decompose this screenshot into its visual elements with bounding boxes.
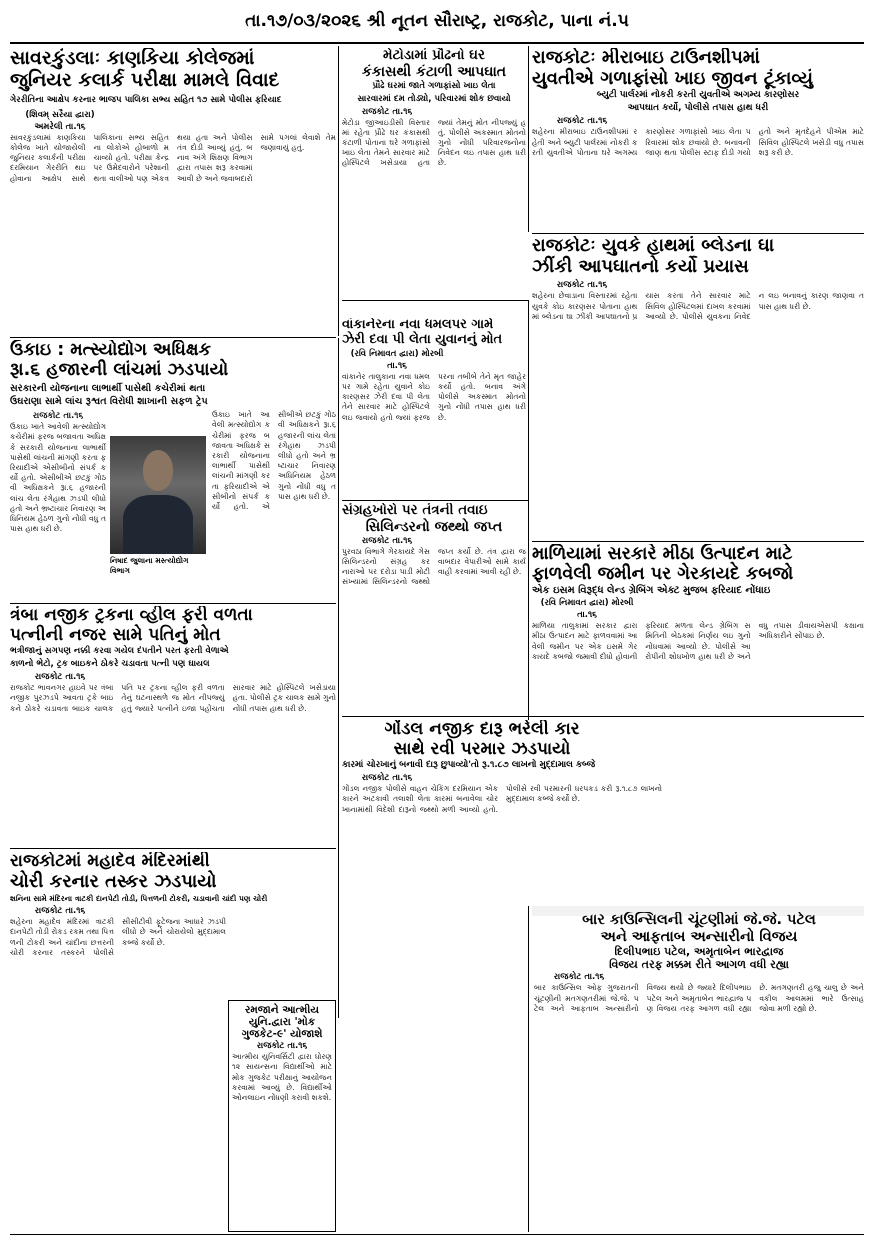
section-rule (532, 233, 864, 234)
headline: ઉકાઇ : મત્સ્યોદ્યોગ અધિક્ષક (10, 340, 211, 360)
dateline: રાજકોટ તા.૧૬ (256, 1041, 308, 1052)
article-blade (532, 236, 864, 536)
dateline: રાજકોટ તા.૧૬ (32, 411, 84, 422)
article-tramba (10, 606, 336, 846)
article-body-continued: ઉકાઇ ખાતે આવેલી મત્સ્યોદ્યોગ કચેરીમાં ફરજ બજાવતા અધિક્ષકે સરકારી યોજનાના લાભાર્થી પાસેથી લાંચની માંગણી કરતા ફરિયાદીએ એસીબીનો સંપર્ક કર્યો હતો. એસીબીએ છટકું ગોઠવી અધિક્ષકને રૂા.૬ હજારની લાંચ લેતા રંગેહાથ ઝડપી લીધો હતો અને ભ્રષ્ટાચાર નિવારણ અધિનિયમ હેઠળ ગુનો નોંધી વધુ તપાસ હાથ ધરી છે. (212, 410, 336, 512)
article-bar-council (534, 912, 864, 1232)
article-cylinder (342, 503, 526, 713)
headline: યુનિ.દ્વારા 'મોક (248, 1016, 316, 1029)
subhead: ભત્રીજાનું સગપણ નક્કી કરવા ગયેલ દંપતીને પરત ફરતી વેળાએ (10, 646, 229, 657)
headline: અને આફતાબ અન્સારીનો વિજય (600, 928, 798, 945)
article-vankaner (342, 318, 526, 498)
subhead: દિલીપભાઇ પટેલ, અમૃતાબેન ભારદ્વાજ (614, 945, 784, 959)
subhead: શનિના સામે મંદિરના ત્રાટકી દાનપેટી તોડી, પિત્તળની ટોકરી, ચડાવાની ચાંદી પણ ચોરી (10, 894, 268, 904)
article-body: મેટોડા જીઆઇડીસી વિસ્તારમાં રહેતા પ્રૌઢે ઘર કંકાસથી કંટાળી પોતાના ઘરે ગળાફાંસો ખાઇ લેતા તેમને સારવાર માટે હોસ્પિટલે ખસેડાયા હતા જ્યાં તેમનું મોત નીપજ્યું હતું. પોલીસે અકસ્માત મોતનો ગુનો નોંધી પરિવારજનોના નિવેદન લઇ તપાસ હાથ ધરી છે. (342, 117, 526, 168)
column-divider (338, 46, 339, 336)
dateline: રાજકોટ તા.૧૬ (361, 773, 413, 784)
dateline: (રવિ નિમાવત દ્વારા) મોરબી તા.૧૬ (540, 598, 634, 621)
subhead: ગેરરીતિના આક્ષેપ કરનાર ભાજપ પાલિકા સભ્ય સહિત ૧૭ સામે પોલીસ ફરિયાદ (10, 94, 282, 105)
photo-caption: નિષાદ જુલાના મસ્ત્યોદ્યોગ વિભાગ (110, 556, 189, 576)
section-rule (342, 500, 528, 501)
dateline: રાજકોટ તા.૧૬ (34, 906, 86, 917)
headline: રાજકોટઃ મીરાબાઇ ટાઉનશીપમાં (532, 48, 760, 68)
headline: સંગ્રહખોરો પર તંત્રની તવાઇ (342, 503, 488, 518)
subhead: આપઘાત કર્યો, પોલીસે તપાસ હાથ ધરી (627, 103, 769, 114)
headline: સાથે રવી પરમાર ઝડપાયો (393, 738, 571, 759)
article-body: આત્મીય યુનિવર્સિટી દ્વારા ધોરણ ૧૨ સાયન્સના વિદ્યાર્થીઓ માટે મોક ગુજકેટ પરીક્ષાનું આયોજન કરવામાં આવ્યું છે. વિદ્યાર્થીઓ ઓનલાઇન નોંધણી કરાવી શકશે. (232, 1052, 332, 1102)
section-rule (532, 541, 864, 542)
section-rule (10, 848, 336, 849)
dateline: (રવિ નિમાવત દ્વારા) મોરબી તા.૧૬ (350, 348, 444, 371)
subhead: સરકારની યોજનાના લાભાર્થી પાસેથી કચેરીમાં થતા (10, 383, 206, 395)
headline: રૂા.૬ હજારની લાંચમાં ઝડપાયો (10, 360, 229, 381)
subhead: સારવારમાં દમ તોડ્યો, પરિવારમાં શોક છવાયો (357, 93, 511, 104)
article-savarkundla (10, 48, 336, 336)
dateline: રાજકોટ તા.૧૬ (553, 972, 605, 983)
column-divider (528, 906, 529, 1232)
headline: કંકાસથી કંટાળી આપઘાત (361, 63, 507, 80)
article-body: ગોંડલ નજીક પોલીસે વાહન ચેકિંગ દરમિયાન એક કારને અટકાવી તલાશી લેતા કારમાં બનાવેલા ચોરખાનામાંથી વિદેશી દારૂનો જથ્થો મળી આવ્યો હતો. પોલીસે રવી પરમારની ધરપકડ કરી રૂ.૧.૮૭ લાખનો મુદ્દામાલ કબ્જે કર્યો છે. (342, 784, 662, 814)
headline: યુવતીએ ગળાફાંસો ખાઇ જીવન ટૂંકાવ્યું (532, 67, 814, 89)
headline: રાજકોટમાં મહાદેવ મંદિરમાંથી (10, 852, 210, 871)
headline: પત્નીની નજર સામે પતિનું મોત (10, 624, 221, 645)
dateline: રાજકોટ તા.૧૬ (556, 116, 608, 127)
headline: ગોંડલ નજીક દારૂ ભરેલી કાર (384, 720, 580, 739)
headline: રમજાને આત્મીય (244, 1004, 320, 1016)
dateline: રાજકોટ તા.૧૬ (34, 672, 86, 683)
column-divider (338, 338, 339, 1018)
masthead: તા.૧૭/૦૩/૨૦૨૬ શ્રી નૂતન સૌરાષ્ટ્ર, રાજકોટ, પાના નં.૫ (245, 11, 629, 31)
subhead: ઉઘરાણા સામે લાંચ રૂશ્વત વિરોધી શાખાની સફળ ટ્રેપ (10, 396, 208, 408)
headline: બાર કાઉન્સિલની ચૂંટણીમાં જે.જે. પટેલ (582, 912, 816, 928)
article-mock-gujcet (228, 1000, 336, 1232)
subhead: બ્યુટી પાર્લરમાં નોકરી કરતી યુવતીએ અગમ્ય કારણોસર (596, 90, 800, 101)
headline: રાજકોટઃ યુવકે હાથમાં બ્લેડના ઘા (532, 236, 775, 256)
subhead: એક ઇસમ વિરૂદ્ધ લેન્ડ ગ્રેબિંગ એક્ટ મુજબ ફરિયાદ નોંધાઇ (532, 585, 771, 597)
headline: જુનિયર કલાર્ક પરીક્ષા મામલે વિવાદ (10, 68, 280, 91)
column-divider (528, 46, 529, 232)
article-body: શહેરના મીરાબાઇ ટાઉનશીપમાં રહેતી અને બ્યુટી પાર્લરમાં નોકરી કરતી યુવતીએ પોતાના ઘરે અગમ્ય કારણોસર ગળાફાંસો ખાઇ લેતા પરિવારમાં શોક છવાયો છે. બનાવની જાણ થતા પોલીસ સ્ટાફ દોડી ગયો હતો અને મૃતદેહને પીએમ માટે સિવિલ હોસ્પિટલે ખસેડી વધુ તપાસ શરૂ કરી છે. (532, 127, 864, 157)
headline: વાંકાનેરના નવા ધમલપર ગામે (342, 318, 494, 332)
headline: માળિયામાં સરકારે મીઠા ઉત્પાદન માટે (532, 544, 793, 564)
section-rule (342, 716, 864, 717)
article-body: રાજકોટ ભાવનગર હાઇવે પર ત્રંબા નજીક પુરઝડપે આવતા ટ્રકે બાઇકને ઠોકરે ચડાવતા બાઇક ચાલક પતિ પર ટ્રકના વ્હીલ ફરી વળતા તેનું ઘટનાસ્થળે જ મોત નીપજ્યું હતું જ્યારે પત્નીને ઇજા પહોંચતા સારવાર માટે હોસ્પિટલે ખસેડાયા હતા. પોલીસે ટ્રક ચાલક સામે ગુનો નોંધી તપાસ હાથ ધરી છે. (10, 683, 336, 713)
article-body: વાંકાનેર તાલુકાના નવા ધમલપર ગામે રહેતા યુવાને કોઇ કારણસર ઝેરી દવા પી લેતા તેને સારવાર માટે હોસ્પિટલે લઇ જવાયો હતો જ્યાં ફરજ પરના તબીબે તેને મૃત જાહેર કર્યો હતો. બનાવ અંગે પોલીસે અકસ્માત મોતનો ગુનો નોંધી તપાસ હાથ ધરી છે. (342, 371, 526, 422)
article-miraibai (532, 48, 864, 232)
headline: ફાળવેલી જમીન પર ગેરકાયદે કબજો (532, 564, 794, 585)
article-body: શહેરના મહાદેવ મંદિરમાં ત્રાટકી દાનપેટી તોડી રોકડ રકમ તથા પિત્તળની ટોકરી અને ચાંદીના છત્તરની ચોરી કરનાર તસ્કરને પોલીસે સીસીટીવી ફૂટેજના આધારે ઝડપી લીધો છે અને ચોરાયેલો મુદ્દામાલ કબ્જે કર્યો છે. (10, 917, 226, 957)
article-metoda (342, 48, 526, 298)
article-body: ઉકાઇ ખાતે આવેલી મત્સ્યોદ્યોગ કચેરીમાં ફરજ બજાવતા અધિક્ષકે સરકારી યોજનાના લાભાર્થી પાસેથી લાંચની માંગણી કરતા ફરિયાદીએ એસીબીનો સંપર્ક કર્યો હતો. એસીબીએ છટકું ગોઠવી અધિક્ષકને રૂા.૬ હજારની લાંચ લેતા રંગેહાથ ઝડપી લીધો હતો અને ભ્રષ્ટાચાર નિવારણ અધિનિયમ હેઠળ ગુનો નોંધી વધુ તપાસ હાથ ધરી છે. (10, 422, 106, 534)
article-gondal (342, 720, 862, 910)
accused-photo (110, 436, 206, 554)
article-ukai (10, 340, 336, 602)
dateline: (શિવમ્ સરૈયા દ્વારા) અમરેલી તા.૧૬ (25, 109, 95, 132)
headline: મેટોડામાં પ્રૌઢનો ઘર (383, 48, 485, 63)
column-divider (528, 300, 529, 720)
dateline: રાજકોટ તા.૧૬ (556, 280, 608, 291)
headline: ત્રંબા નજીક ટ્રકના વ્હીલ ફરી વળતા (10, 606, 253, 625)
headline: ગુજકેટ-૯' યોજાશે (241, 1028, 323, 1041)
dateline: રાજકોટ તા.૧૬ (361, 106, 413, 117)
subhead: કારમાં ચોરખાનું બનાવી દારૂ છુપાવ્યો'તો રૂ.૧.૮૭ લાખનો મુદ્દામાલ કબ્જે (342, 760, 595, 771)
article-body: બાર કાઉન્સિલ ઓફ ગુજરાતની ચૂંટણીની મતગણતરીમાં જે.જે. પટેલ અને આફતાબ અન્સારીનો વિજય થયો છે જ્યારે દિલીપભાઇ પટેલ અને અમૃતાબેન ભારદ્વાજ પણ વિજય તરફ આગળ વધી રહ્યા છે. મતગણતરી હજુ ચાલુ છે અને વકીલ આલમમાં ભારે ઉત્સાહ જોવા મળી રહ્યો છે. (534, 983, 864, 1013)
subhead: વિજય તરફ મક્કમ રીતે આગળ વધી રહ્યા (609, 958, 789, 972)
subhead: કાળનો ભેટો, ટ્રક બાઇકને ઠોકરે ચડાવતા પત્ની પણ ઘાયલ (10, 659, 210, 670)
section-rule (10, 337, 336, 338)
headline: સિલિન્ડરનો જથ્થો જપ્ત (365, 518, 503, 535)
article-body: શહેરના છેવાડાના વિસ્તારમાં રહેતા યુવકે કોઇ કારણસર પોતાના હાથમાં બ્લેડના ઘા ઝીંકી આપઘાતનો પ્રયાસ કરતા તેને સારવાર માટે સિવિલ હોસ્પિટલમાં દાખલ કરવામાં આવ્યો છે. પોલીસે યુવકના નિવેદન લઇ બનાવનું કારણ જાણવા તપાસ હાથ ધરી છે. (532, 291, 864, 321)
article-body: માળિયા તાલુકામાં સરકાર દ્વારા મીઠા ઉત્પાદન માટે ફાળવવામાં આવેલી જમીન પર એક ઇસમે ગેરકાયદે કબજો જમાવી દીધો હોવાની ફરિયાદ મળતા લેન્ડ ગ્રેબિંગ સમિતિની બેઠકમાં નિર્ણય લઇ ગુનો નોંધવામાં આવ્યો છે. પોલીસે આરોપીની શોધખોળ હાથ ધરી છે અને વધુ તપાસ ડીવાયએસપી કક્ષાના અધિકારીને સોંપાઇ છે. (532, 621, 864, 661)
masthead-rule (10, 42, 864, 44)
section-rule (10, 603, 336, 604)
headline: ઝેરી દવા પી લેતા યુવાનનું મોત (342, 331, 503, 347)
dateline: રાજકોટ તા.૧૬ (361, 535, 413, 546)
article-body: પુરવઠા વિભાગે ગેરકાયદે ગેસ સિલિન્ડરનો સંગ્રહ કરનારાઓ પર દરોડા પાડી મોટી સંખ્યામાં સિલિન્ડરનો જથ્થો જપ્ત કર્યો છે. તંત્ર દ્વારા જવાબદાર વેપારીઓ સામે કાર્યવાહી કરવામાં આવી રહી છે. (342, 546, 526, 587)
headline: ઝીંકી આપઘાતનો કર્યો પ્રયાસ (532, 255, 749, 277)
headline: સાવરકુંડલાઃ કાણકિયા કોલેજમાં (10, 48, 255, 69)
section-rule (342, 300, 528, 301)
subhead: પ્રૌઢે ઘરમાં જાતે ગળાફાંસો ખાઇ લેતા (372, 80, 496, 91)
footer-rule (10, 1234, 864, 1235)
article-body: સાવરકુંડલામાં કાણકિયા કોલેજ ખાતે યોજાયેલી જુનિયર કલાર્કની પરીક્ષા દરમિયાન ગેરરીતિ થઇ હોવાના આક્ષેપ સાથે પાલિકાના સભ્ય સહિતના લોકોએ હોબાળો મચાવ્યો હતો. પરીક્ષા કેન્દ્ર પર ઉમેદવારોને પરેશાની થતા વાલીઓ પણ એકત્ર થયા હતા અને પોલીસ તંત્ર દોડી આવ્યું હતું. બનાવ અંગે શિક્ષણ વિભાગ દ્વારા તપાસ શરૂ કરવામાં આવી છે અને જવાબદારો સામે પગલાં લેવાશે તેમ જણાવાયું હતું. (10, 132, 336, 183)
headline: ચોરી કરનાર તસ્કર ઝડપાયો (10, 870, 217, 892)
